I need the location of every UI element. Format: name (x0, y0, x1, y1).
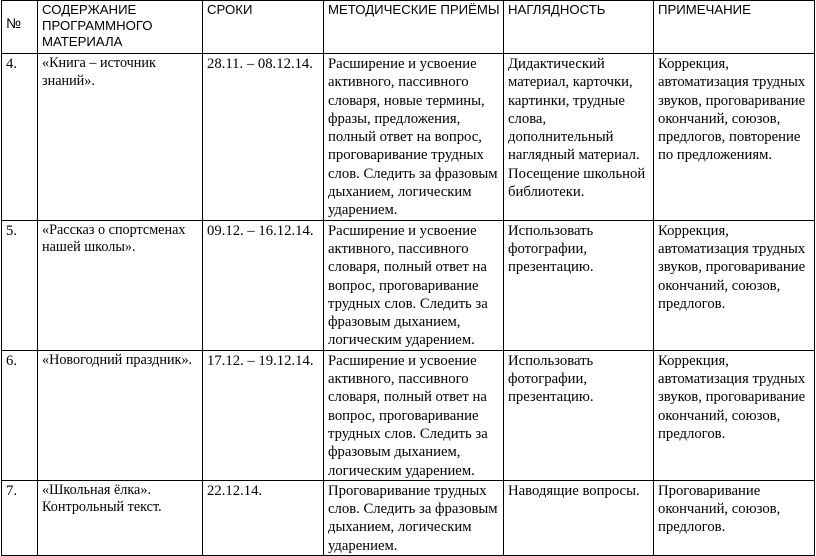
row-methods: Расширение и усвоение активного, пассивного словаря, новые термины, фразы, предложения, полный ответ на вопрос, проговаривание трудных слов. Следить за фразовым дыханием, логическим ударением. (324, 54, 504, 221)
row-notes: Коррекция, автоматизация трудных звуков, проговаривание окончаний, союзов, предлогов, повторение по предложениям. (654, 54, 815, 221)
row-visuals: Использовать фотографии, презентацию. (504, 350, 654, 480)
header-number: № (2, 1, 38, 54)
table-row (2, 350, 815, 480)
header-content: СОДЕРЖАНИЕ ПРОГРАММНОГО МАТЕРИАЛА (38, 1, 203, 54)
row-content: «Рассказ о спортсменах нашей школы». (38, 220, 203, 350)
row-visuals: Наводящие вопросы. (504, 480, 654, 555)
row-number: 7. (2, 480, 38, 555)
row-methods: Проговаривание трудных слов. Следить за фразовым дыханием, логическим ударением. (324, 480, 504, 555)
row-number: 5. (2, 220, 38, 350)
row-methods: Расширение и усвоение активного, пассивного словаря, полный ответ на вопрос, проговаривание трудных слов. Следить за фразовым дыханием, логическим ударением. (324, 220, 504, 350)
header-dates: СРОКИ (203, 1, 324, 54)
header-methods: МЕТОДИЧЕСКИЕ ПРИЁМЫ (324, 1, 504, 54)
row-dates: 09.12. – 16.12.14. (203, 220, 324, 350)
row-notes: Коррекция, автоматизация трудных звуков, проговаривание окончаний, союзов, предлогов. (654, 350, 815, 480)
row-content: «Новогодний праздник». (38, 350, 203, 480)
row-dates: 17.12. – 19.12.14. (203, 350, 324, 480)
row-dates: 28.11. – 08.12.14. (203, 54, 324, 221)
table-row (2, 480, 815, 555)
lesson-plan-table (1, 0, 815, 556)
table-header-row (2, 1, 815, 54)
row-content: «Книга – источник знаний». (38, 54, 203, 221)
row-methods: Расширение и усвоение активного, пассивного словаря, полный ответ на вопрос, проговаривание трудных слов. Следить за фразовым дыханием, логическим ударением. (324, 350, 504, 480)
row-dates: 22.12.14. (203, 480, 324, 555)
table-row (2, 54, 815, 221)
row-visuals: Дидактический материал, карточки, картинки, трудные слова, дополнительный наглядный материал. Посещение школьной библиотеки. (504, 54, 654, 221)
row-notes: Коррекция, автоматизация трудных звуков, проговаривание окончаний, союзов, предлогов. (654, 220, 815, 350)
header-notes: ПРИМЕЧАНИЕ (654, 1, 815, 54)
row-number: 4. (2, 54, 38, 221)
row-content: «Школьная ёлка». Контрольный текст. (38, 480, 203, 555)
header-visuals: НАГЛЯДНОСТЬ (504, 1, 654, 54)
table-row (2, 220, 815, 350)
row-number: 6. (2, 350, 38, 480)
row-visuals: Использовать фотографии, презентацию. (504, 220, 654, 350)
row-notes: Проговаривание окончаний, союзов, предлогов. (654, 480, 815, 555)
